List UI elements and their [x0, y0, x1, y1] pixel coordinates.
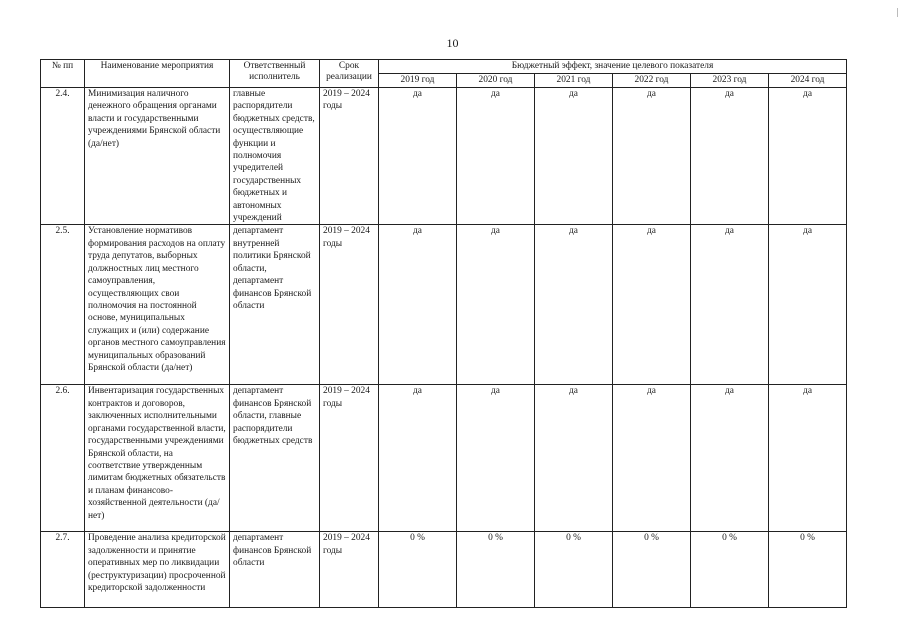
header-responsible: Ответственный исполнитель [230, 60, 320, 88]
responsible-executor: департамент финансов Брянской области, главные распорядители бюджетных средств [230, 385, 320, 532]
page-number: 10 [446, 36, 459, 50]
header-effect: Бюджетный эффект, значение целевого показателя [379, 60, 847, 74]
row-number: 2.5. [41, 225, 85, 385]
year-value: да [769, 88, 847, 225]
row-number: 2.6. [41, 385, 85, 532]
year-value: да [535, 385, 613, 532]
implementation-term: 2019 – 2024 годы [320, 225, 379, 385]
table-row [41, 385, 847, 532]
year-value: да [769, 225, 847, 385]
header-year: 2023 год [691, 74, 769, 88]
measure-name: Инвентаризация государственных контрактов и договоров, заключенных исполнительными органами государственной власти, государственными учреждениями Брянской области, на соответствие утвержденным лимитам бюджетных обязательств и планам финансово-хозяйственной деятельности (да/нет) [85, 385, 230, 532]
year-value: да [535, 88, 613, 225]
measure-name: Проведение анализа кредиторской задолженности и принятие оперативных мер по ликвидации (реструктуризации) просроченной кредиторской задолженности [85, 532, 230, 608]
year-value: да [769, 385, 847, 532]
year-value: 0 % [379, 532, 457, 608]
year-value: да [379, 225, 457, 385]
measure-name: Установление нормативов формирования расходов на оплату труда депутатов, выборных должностных лиц местного самоуправления, осуществляющих свои полномочия на постоянной основе, муниципальных служащих и (или) содержание органов местного самоуправления муниципальных образований Брянской области (да/нет) [85, 225, 230, 385]
year-value: да [691, 88, 769, 225]
year-value: да [613, 225, 691, 385]
year-value: да [613, 385, 691, 532]
year-value: 0 % [613, 532, 691, 608]
header-num: № пп [41, 60, 85, 88]
row-number: 2.4. [41, 88, 85, 225]
implementation-term: 2019 – 2024 годы [320, 385, 379, 532]
year-value: да [457, 88, 535, 225]
scan-edge-mark [897, 8, 898, 17]
table-row [41, 532, 847, 608]
year-value: да [457, 385, 535, 532]
responsible-executor: главные распорядители бюджетных средств, осуществляющие функции и полномочия учредителей государственных бюджетных и автономных учреждений [230, 88, 320, 225]
header-year: 2019 год [379, 74, 457, 88]
year-value: да [691, 385, 769, 532]
year-value: да [379, 88, 457, 225]
header-year: 2020 год [457, 74, 535, 88]
year-value: да [379, 385, 457, 532]
year-value: да [457, 225, 535, 385]
implementation-term: 2019 – 2024 годы [320, 88, 379, 225]
responsible-executor: департамент финансов Брянской области [230, 532, 320, 608]
responsible-executor: департамент внутренней политики Брянской области, департамент финансов Брянской области [230, 225, 320, 385]
header-term: Срок реализации [320, 60, 379, 88]
year-value: да [691, 225, 769, 385]
year-value: да [613, 88, 691, 225]
header-name: Наименование мероприятия [85, 60, 230, 88]
year-value: 0 % [769, 532, 847, 608]
table-row [41, 225, 847, 385]
table-row [41, 88, 847, 225]
year-value: 0 % [535, 532, 613, 608]
year-value: 0 % [691, 532, 769, 608]
implementation-term: 2019 – 2024 годы [320, 532, 379, 608]
measures-table [40, 59, 847, 608]
row-number: 2.7. [41, 532, 85, 608]
header-year: 2021 год [535, 74, 613, 88]
measure-name: Минимизация наличного денежного обращения органами власти и государственными учреждениями Брянской области (да/нет) [85, 88, 230, 225]
year-value: 0 % [457, 532, 535, 608]
header-year: 2022 год [613, 74, 691, 88]
header-year: 2024 год [769, 74, 847, 88]
year-value: да [535, 225, 613, 385]
